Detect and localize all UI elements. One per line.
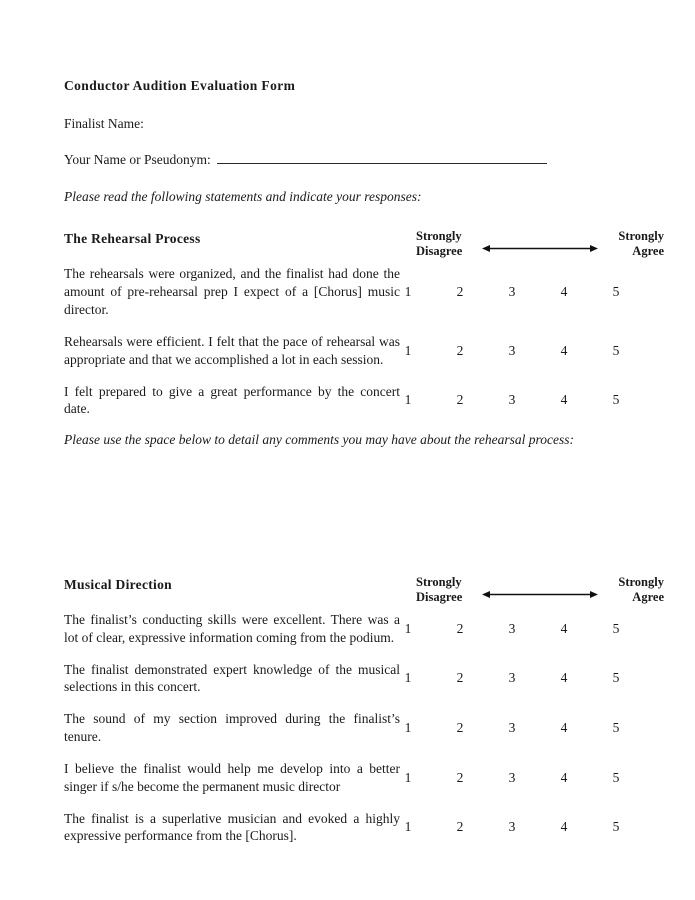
statement-text: The sound of my section improved during the finalist’s tenure. <box>64 711 400 745</box>
statement-text: The rehearsals were organized, and the finalist had done the amount of pre-rehearsal prep I expect of a [Chorus] music director. <box>64 266 400 318</box>
double-headed-arrow-icon <box>482 244 598 253</box>
scale-legend-high-line1: Strongly <box>618 575 664 589</box>
table-row <box>64 611 664 647</box>
rating-option-1[interactable]: 1 <box>404 284 412 300</box>
double-headed-arrow-icon <box>482 590 598 599</box>
statement-text: The finalist’s conducting skills were excellent. There was a lot of clear, expressive information coming from the podium. <box>64 612 400 645</box>
rating-option-3[interactable]: 3 <box>508 670 516 686</box>
comment-prompt: Please use the space below to detail any comments you may have about the rehearsal process: <box>64 432 575 448</box>
statement-text: Rehearsals were efficient. I felt that the pace of rehearsal was appropriate and that we accomplished a lot in each session. <box>64 333 400 367</box>
rating-option-1[interactable]: 1 <box>404 620 412 636</box>
rating-option-2[interactable]: 2 <box>456 284 464 300</box>
table-row <box>64 333 664 369</box>
rating-option-5[interactable]: 5 <box>612 819 620 835</box>
document-body <box>64 78 664 859</box>
rating-option-4[interactable]: 4 <box>560 392 568 408</box>
rating-option-5[interactable]: 5 <box>612 284 620 300</box>
rating-scale <box>404 669 664 687</box>
field-your-name <box>64 152 664 168</box>
field-finalist-name-label: Finalist Name: <box>64 116 144 132</box>
rating-option-5[interactable]: 5 <box>612 720 620 736</box>
section-header <box>64 577 664 611</box>
rating-option-4[interactable]: 4 <box>560 670 568 686</box>
section-musical-direction <box>64 577 664 845</box>
scale-legend-high-line2: Agree <box>632 244 664 259</box>
question-rows <box>64 611 664 845</box>
statement-text: The finalist is a superlative musician and evoked a highly expressive performance from the [Chorus]. <box>64 810 400 844</box>
rating-option-5[interactable]: 5 <box>612 342 620 358</box>
page-title: Conductor Audition Evaluation Form <box>64 78 296 93</box>
rating-scale <box>404 719 664 737</box>
table-row <box>64 265 664 318</box>
rating-option-2[interactable]: 2 <box>456 342 464 358</box>
table-row <box>64 383 664 419</box>
rating-option-3[interactable]: 3 <box>508 392 516 408</box>
table-row <box>64 710 664 746</box>
rating-option-2[interactable]: 2 <box>456 819 464 835</box>
rating-scale <box>404 342 664 360</box>
statement-text: The finalist demonstrated expert knowledge of the musical selections in this concert. <box>64 661 400 695</box>
section-title: Musical Direction <box>64 577 172 592</box>
scale-legend-low-line2: Disagree <box>416 589 463 604</box>
rating-option-1[interactable]: 1 <box>404 819 412 835</box>
rating-option-3[interactable]: 3 <box>508 342 516 358</box>
rating-option-5[interactable]: 5 <box>612 670 620 686</box>
scale-legend <box>416 575 664 609</box>
scale-legend-high <box>586 575 664 605</box>
rating-option-3[interactable]: 3 <box>508 284 516 300</box>
scale-legend-low-line1: Strongly <box>416 575 462 589</box>
scale-legend-high <box>586 229 664 259</box>
rating-option-1[interactable]: 1 <box>404 392 412 408</box>
scale-legend-high-line2: Agree <box>632 589 664 604</box>
rating-scale <box>404 391 664 409</box>
rating-scale <box>404 620 664 638</box>
rating-scale <box>404 283 664 301</box>
rating-option-2[interactable]: 2 <box>456 720 464 736</box>
field-your-name-input[interactable] <box>217 154 547 164</box>
rating-option-5[interactable]: 5 <box>612 620 620 636</box>
instruction-text: Please read the following statements and indicate your responses: <box>64 188 422 204</box>
rating-option-3[interactable]: 3 <box>508 769 516 785</box>
statement-text: I felt prepared to give a great performance by the concert date. <box>64 383 400 417</box>
field-your-name-label: Your Name or Pseudonym: <box>64 152 211 168</box>
rating-option-2[interactable]: 2 <box>456 769 464 785</box>
rating-option-4[interactable]: 4 <box>560 342 568 358</box>
rating-option-1[interactable]: 1 <box>404 342 412 358</box>
rating-option-3[interactable]: 3 <box>508 720 516 736</box>
field-finalist-name <box>64 116 664 132</box>
question-rows <box>64 265 664 418</box>
rating-option-4[interactable]: 4 <box>560 720 568 736</box>
rating-option-5[interactable]: 5 <box>612 392 620 408</box>
scale-legend-high-line1: Strongly <box>618 229 664 244</box>
rating-option-2[interactable]: 2 <box>456 620 464 636</box>
scale-legend-low-line2: Disagree <box>416 244 463 259</box>
table-row <box>64 760 664 796</box>
section-title: The Rehearsal Process <box>64 231 201 247</box>
table-row <box>64 661 664 697</box>
section-header <box>64 231 664 265</box>
scale-legend <box>416 229 664 263</box>
rating-scale <box>404 769 664 787</box>
rating-option-2[interactable]: 2 <box>456 392 464 408</box>
rating-option-4[interactable]: 4 <box>560 620 568 636</box>
section-rehearsal-process <box>64 231 664 577</box>
rating-option-2[interactable]: 2 <box>456 670 464 686</box>
rating-option-4[interactable]: 4 <box>560 769 568 785</box>
rating-option-1[interactable]: 1 <box>404 670 412 686</box>
rating-option-4[interactable]: 4 <box>560 284 568 300</box>
rating-scale <box>404 818 664 836</box>
table-row <box>64 810 664 846</box>
rating-option-5[interactable]: 5 <box>612 769 620 785</box>
rating-option-3[interactable]: 3 <box>508 620 516 636</box>
scale-legend-low-line1: Strongly <box>416 229 462 244</box>
rating-option-3[interactable]: 3 <box>508 819 516 835</box>
rating-option-1[interactable]: 1 <box>404 720 412 736</box>
comment-area[interactable] <box>64 449 664 577</box>
rating-option-1[interactable]: 1 <box>404 769 412 785</box>
rating-option-4[interactable]: 4 <box>560 819 568 835</box>
statement-text: I believe the finalist would help me develop into a better singer if s/he become the permanent music director <box>64 760 400 794</box>
